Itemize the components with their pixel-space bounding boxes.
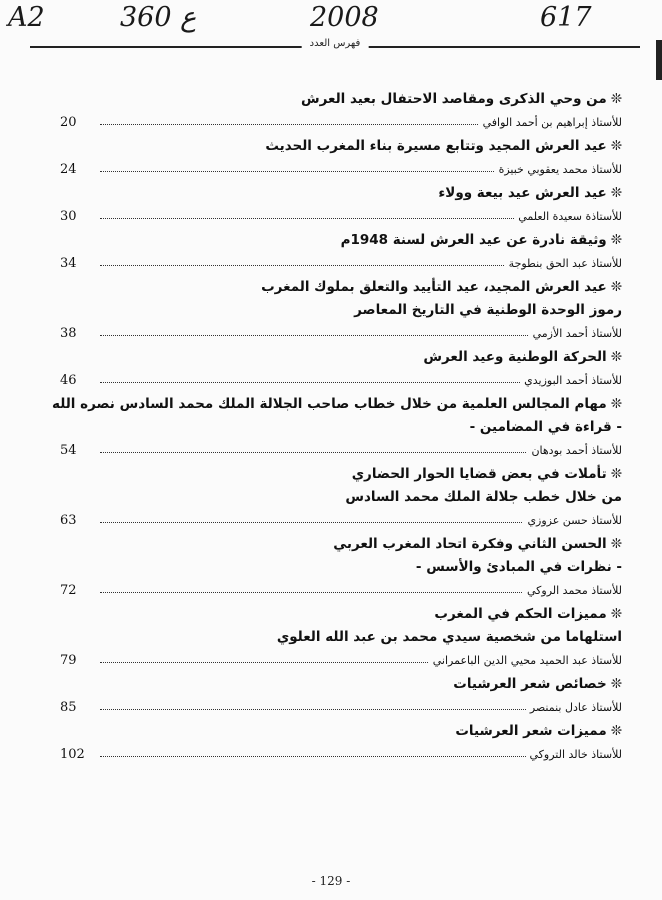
author-line — [60, 111, 622, 135]
entry-page-number: 34 — [60, 256, 77, 271]
entry-title — [60, 88, 622, 111]
entry-title — [60, 135, 622, 158]
author-line — [60, 252, 622, 276]
entry-title-text: رموز الوحدة الوطنية في التاريخ المعاصر — [354, 302, 622, 318]
author-line — [60, 579, 622, 603]
entry-title — [60, 346, 622, 369]
entry-title — [60, 533, 622, 556]
toc-entry — [52, 393, 622, 463]
entry-title — [60, 626, 622, 649]
entry-title-text: وثيقة نادرة عن عيد العرش لسنة 1948م — [340, 232, 607, 248]
entry-page-number: 46 — [60, 373, 77, 388]
entry-author: للأستاذ محمد يعقوبي خبيزة — [495, 158, 622, 182]
entry-page-number: 72 — [60, 583, 77, 598]
toc-entry — [60, 88, 622, 135]
entry-title-text: مهام المجالس العلمية من خلال خطاب صاحب الجلالة الملك محمد السادس نصره الله — [52, 396, 607, 412]
entry-author: للأستاذ حسن عزوزي — [523, 509, 622, 533]
bullet-star-icon: ❊ — [610, 232, 622, 248]
entry-title-text: الحسن الثاني وفكرة اتحاد المغرب العربي — [333, 536, 607, 552]
entry-page-number: 102 — [60, 747, 85, 762]
entry-page-number: 30 — [60, 209, 77, 224]
page-number: - 129 - — [311, 874, 351, 888]
entry-title-text: مميزات الحكم في المغرب — [434, 606, 607, 622]
entry-title-text: تأملات في بعض قضايا الحوار الحضاري — [351, 466, 607, 482]
handwritten-number: 617 — [540, 2, 592, 33]
bullet-star-icon: ❊ — [610, 91, 622, 107]
entry-title-text: عيد العرش المجيد، عيد التأييد والتعلق بملوك المغرب — [261, 279, 607, 295]
toc-entry — [60, 603, 622, 673]
entry-author: للأستاذ إبراهيم بن أحمد الوافي — [479, 111, 622, 135]
author-line — [60, 439, 622, 463]
entry-title — [60, 182, 622, 205]
entry-title — [60, 416, 622, 439]
entry-title-text: استلهاما من شخصية سيدي محمد بن عبد الله العلوي — [276, 629, 622, 645]
entry-page-number: 79 — [60, 653, 77, 668]
bullet-star-icon: ❊ — [610, 723, 622, 739]
entry-title — [52, 393, 622, 416]
entry-title — [60, 229, 622, 252]
entry-title-text: مميزات شعر العرشيات — [455, 723, 607, 739]
entry-author: للأستاذ خالد التروكي — [526, 743, 623, 767]
entry-title — [60, 486, 622, 509]
entry-page-number: 63 — [60, 513, 77, 528]
bullet-star-icon: ❊ — [610, 349, 622, 365]
bullet-star-icon: ❊ — [610, 606, 622, 622]
entry-title-text: من وحي الذكرى ومقاصد الاحتفال بعيد العرش — [300, 91, 607, 107]
toc-entry — [60, 463, 622, 533]
entry-author: للأستاذ أحمد بودهان — [527, 439, 622, 463]
entry-page-number: 24 — [60, 162, 77, 177]
entry-page-number: 20 — [60, 115, 77, 130]
entry-title — [60, 603, 622, 626]
entry-title — [60, 720, 622, 743]
entry-title-text: - نظرات في المبادئ والأسس - — [415, 559, 622, 575]
header-title: فهرس العدد — [302, 38, 369, 49]
author-line — [60, 649, 622, 673]
handwritten-reference: 360 ع — [120, 2, 197, 33]
entry-page-number: 85 — [60, 700, 77, 715]
entry-author: للأستاذ عبد الحميد محيي الدين الباعمراني — [429, 649, 622, 673]
toc-entry — [60, 135, 622, 182]
entry-author: للأستاذ عبد الحق بنطوجة — [505, 252, 622, 276]
entry-title-text: عيد العرش المجيد وتتابع مسيرة بناء المغرب الحديث — [265, 138, 607, 154]
bullet-star-icon: ❊ — [610, 466, 622, 482]
table-of-contents — [52, 88, 622, 767]
author-line — [60, 743, 622, 767]
entry-title — [60, 299, 622, 322]
entry-author: للأستاذ أحمد البوزيدي — [520, 369, 622, 393]
entry-title — [60, 673, 622, 696]
bullet-star-icon: ❊ — [610, 185, 622, 201]
entry-title-text: عيد العرش عيد بيعة وولاء — [438, 185, 607, 201]
toc-entry — [60, 533, 622, 603]
entry-author: للأستاذة سعيدة العلمي — [514, 205, 622, 229]
toc-entry — [60, 346, 622, 393]
handwritten-code: A2 — [8, 2, 45, 33]
entry-title-text: الحركة الوطنية وعيد العرش — [423, 349, 607, 365]
scan-edge — [656, 40, 662, 80]
entry-page-number: 38 — [60, 326, 77, 341]
author-line — [60, 158, 622, 182]
bullet-star-icon: ❊ — [610, 536, 622, 552]
handwritten-year: 2008 — [310, 2, 379, 33]
author-line — [60, 696, 622, 720]
toc-entry — [60, 720, 622, 767]
bullet-star-icon: ❊ — [610, 138, 622, 154]
entry-page-number: 54 — [60, 443, 77, 458]
entry-author: للأستاذ عادل بنمنصر — [526, 696, 622, 720]
entry-title-text: خصائص شعر العرشيات — [453, 676, 607, 692]
bullet-star-icon: ❊ — [610, 396, 622, 412]
toc-entry — [60, 673, 622, 720]
page-header — [30, 40, 640, 54]
author-line — [60, 322, 622, 346]
entry-title — [60, 463, 622, 486]
entry-title-text: من خلال خطب جلالة الملك محمد السادس — [345, 489, 622, 505]
toc-entry — [60, 229, 622, 276]
bullet-star-icon: ❊ — [610, 279, 622, 295]
entry-title — [60, 276, 622, 299]
toc-entry — [60, 276, 622, 346]
author-line — [60, 369, 622, 393]
toc-entry — [60, 182, 622, 229]
author-line — [60, 509, 622, 533]
author-line — [60, 205, 622, 229]
entry-author: للأستاذ أحمد الأزمي — [529, 322, 622, 346]
bullet-star-icon: ❊ — [610, 676, 622, 692]
entry-title — [60, 556, 622, 579]
entry-author: للأستاذ محمد الروكي — [523, 579, 622, 603]
entry-title-text: - قراءة في المضامين - — [469, 419, 622, 435]
